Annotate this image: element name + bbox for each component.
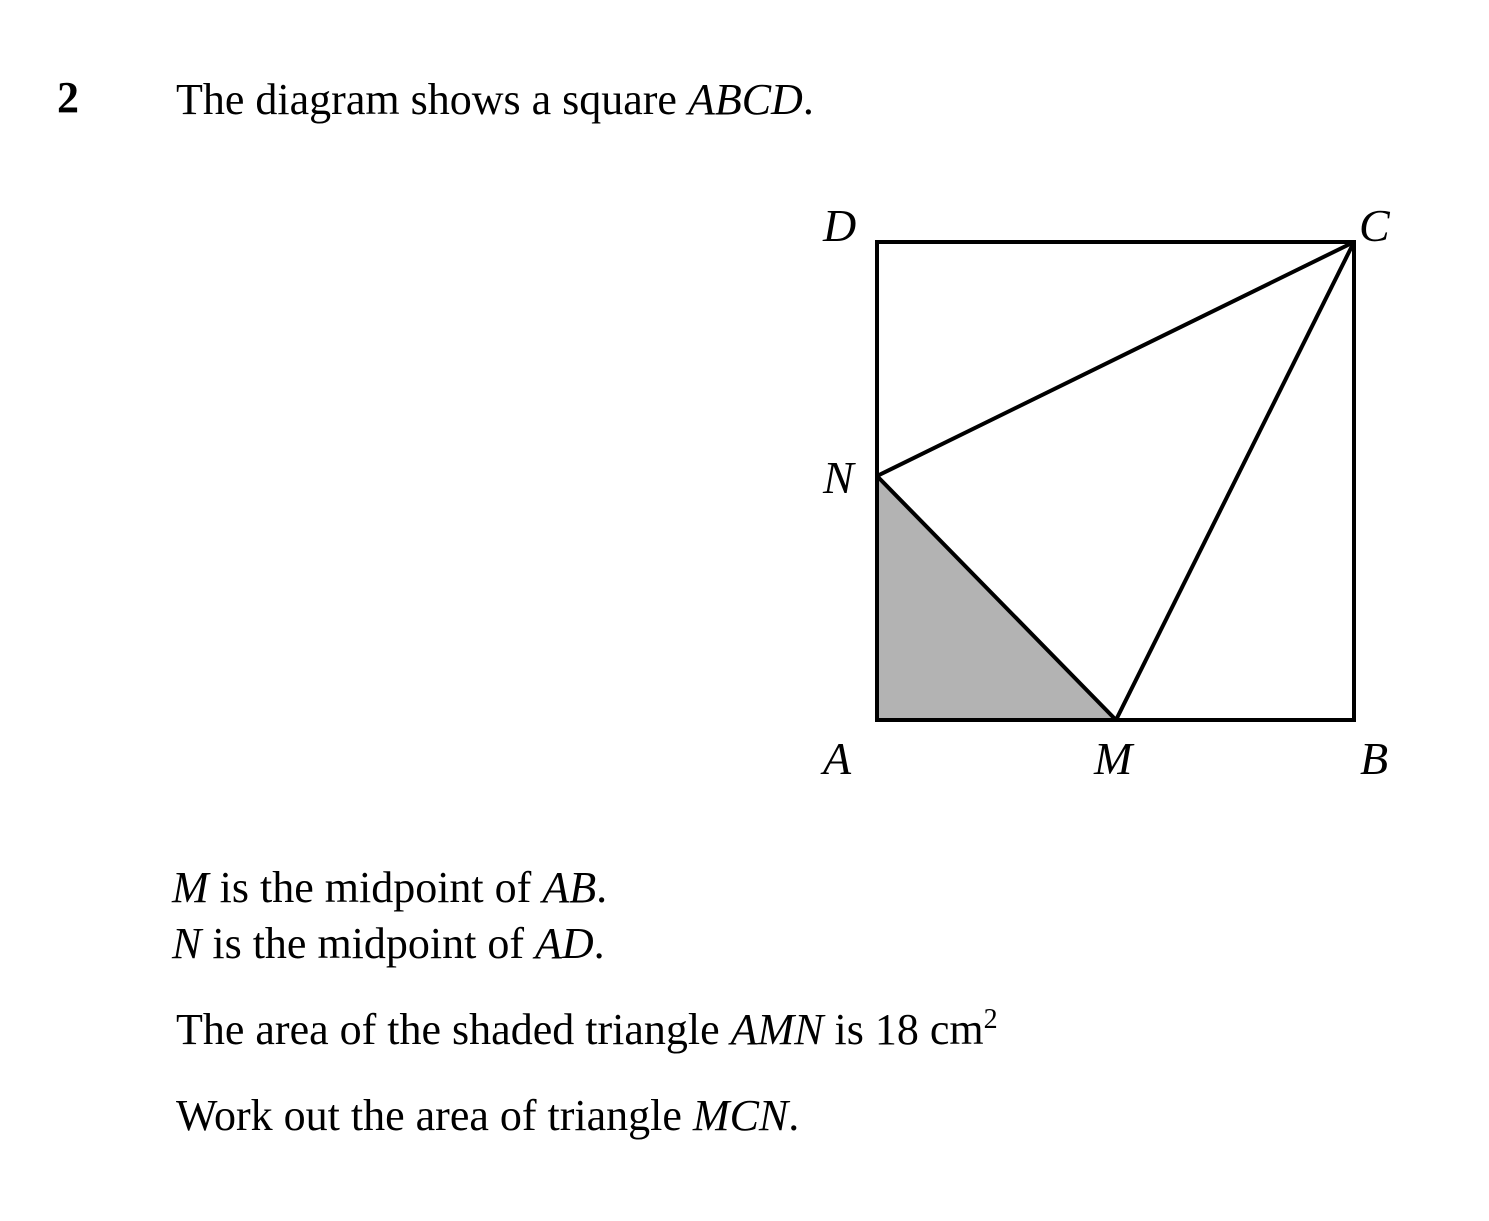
segment-ab: AB [542, 863, 597, 912]
area-exponent: 2 [983, 1004, 998, 1035]
task-end: . [788, 1091, 800, 1140]
statement-m-midpoint [172, 863, 608, 912]
label-b: B [1360, 733, 1389, 784]
task-text: Work out the area of triangle [176, 1091, 693, 1140]
statement-n-midpoint [172, 919, 605, 968]
statement-area [176, 1004, 998, 1054]
label-m: M [1094, 733, 1133, 784]
triangle-amn: AMN [730, 1005, 824, 1054]
m-end: . [596, 863, 608, 912]
m-text: is the midpoint of [208, 863, 543, 912]
area-text: The area of the shaded triangle [176, 1005, 731, 1054]
n-end: . [593, 919, 605, 968]
label-d: D [823, 200, 857, 251]
point-m: M [172, 863, 209, 912]
statement-task [176, 1091, 800, 1140]
n-text: is the midpoint of [201, 919, 536, 968]
intro-text: The diagram shows a square [176, 75, 688, 124]
segment-ad: AD [535, 919, 594, 968]
label-c: C [1359, 200, 1390, 251]
segment-nc [877, 242, 1354, 476]
point-n: N [172, 919, 202, 968]
segment-mc [1116, 242, 1354, 720]
label-a: A [823, 733, 852, 784]
intro-shape: ABCD [687, 75, 803, 124]
label-n: N [823, 452, 854, 503]
area-value: is 18 cm [823, 1005, 984, 1054]
triangle-mcn: MCN [692, 1091, 789, 1140]
intro-end: . [802, 75, 814, 124]
question-number: 2 [57, 73, 79, 122]
